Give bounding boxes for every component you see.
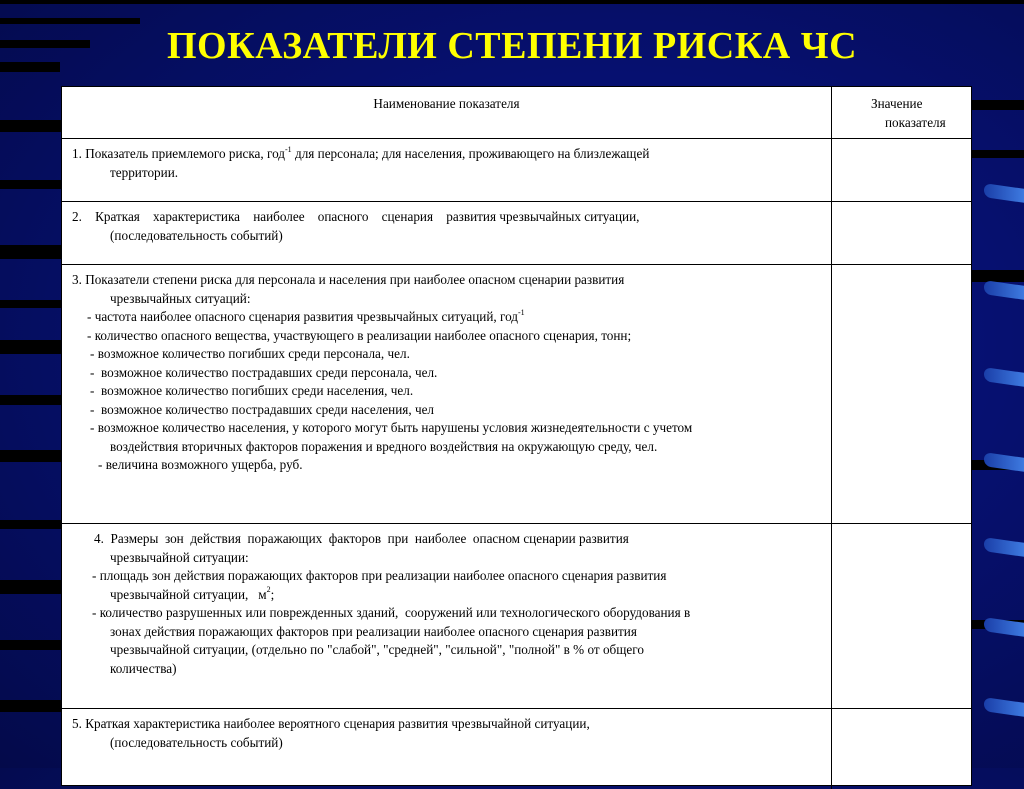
decor-stripe [0, 120, 61, 132]
header-name-cell [62, 87, 832, 138]
decor-stripe [0, 0, 1024, 4]
decor-stripe [0, 300, 61, 308]
row-1-line1 [72, 145, 821, 164]
row-4-line2: чрезвычайной ситуации: [110, 549, 249, 565]
row-3-item-7-line1: - возможное количество населения, у которого могут быть нарушены условия жизнедеятельности с учетом [90, 420, 693, 435]
decor-stripe [0, 395, 61, 405]
row-2-name-cell [62, 202, 832, 264]
decor-stripe [0, 700, 61, 712]
row-4-item-1-sup: 2 [266, 585, 271, 595]
header-value-cell [832, 87, 971, 138]
decor-blue-mark [984, 367, 1024, 387]
row-3-item-6: - возможное количество пострадавших среди населения, чел [90, 401, 435, 417]
decor-stripe [0, 580, 61, 594]
decor-stripe [0, 520, 61, 529]
row-4-item-1-text: чрезвычайной ситуации, м [110, 586, 267, 602]
row-4-item-1-end: ; [270, 586, 275, 602]
row-4-item-2-line3: чрезвычайной ситуации, (отдельно по "слабой", "средней", "сильной", "полной" в % от общего [110, 642, 644, 657]
row-4-item-2-line4: количества) [110, 660, 177, 676]
row-4-item-2-line1: - количество разрушенных или поврежденных зданий, сооружений или технологического оборудования в [92, 605, 691, 620]
decor-stripe [972, 270, 1024, 282]
decor-stripe [972, 150, 1024, 158]
row-3-line2: чрезвычайных ситуаций: [110, 290, 251, 306]
indicators-table [61, 86, 972, 786]
row-1-text-a: 1. Показатель приемлемого риска, год [72, 146, 286, 161]
row-3-item-3: - возможное количество погибших среди персонала, чел. [90, 346, 410, 361]
table-header-row [62, 87, 971, 139]
row-3-line1: 3. Показатели степени риска для персонала и населения при наиболее опасном сценарии развития [72, 272, 625, 287]
decor-stripe [0, 450, 61, 462]
row-4-value-cell[interactable] [832, 524, 971, 708]
row-2-value-cell[interactable] [832, 202, 971, 264]
row-4-item-1-line2 [72, 586, 821, 605]
row-5-line1: 5. Краткая характеристика наиболее вероятного сценария развития чрезвычайной ситуации, [72, 716, 590, 731]
row-3-item-7-line2: воздействия вторичных факторов поражения и вредного воздействия на окружающую среду, чел. [110, 438, 658, 454]
table-row-4 [62, 524, 971, 709]
header-value-label-line2: показателя [885, 114, 946, 130]
row-1-line2: территории. [110, 164, 179, 180]
row-5-line2: (последовательность событий) [110, 734, 283, 750]
row-4-line1: 4. Размеры зон действия поражающих факторов при наиболее опасном сценарии развития [94, 531, 629, 546]
page-title: ПОКАЗАТЕЛИ СТЕПЕНИ РИСКА ЧС [166, 25, 858, 67]
decor-stripe [0, 245, 61, 259]
row-3-item-1 [72, 308, 821, 327]
row-3-item-8: - величина возможного ущерба, руб. [98, 457, 303, 472]
row-4-item-2-line2: зонах действия поражающих факторов при реализации наиболее опасного сценария развития [110, 623, 637, 639]
row-5-value-cell[interactable] [832, 709, 971, 789]
decor-stripe [0, 180, 61, 189]
row-4-item-1-line1: - площадь зон действия поражающих факторов при реализации наиболее опасного сценария развития [92, 568, 667, 583]
decor-blue-mark [984, 280, 1024, 300]
row-3-value-cell[interactable] [832, 265, 971, 523]
row-3-item-2: - количество опасного вещества, участвующего в реализации наиболее опасного сценария, тонн; [87, 327, 632, 343]
row-2-line1: 2. Краткая характеристика наиболее опасного сценария развития чрезвычайных ситуации, [72, 209, 640, 224]
row-1-name-cell [62, 139, 832, 201]
row-3-name-cell [62, 265, 832, 523]
table-row-3 [62, 265, 971, 524]
row-3-item-1-sup: -1 [518, 307, 525, 317]
decor-stripe [0, 640, 61, 650]
row-3-item-1-text: - частота наиболее опасного сценария развития чрезвычайных ситуаций, год [87, 309, 519, 324]
row-1-value-cell[interactable] [832, 139, 971, 201]
decor-blue-mark [984, 537, 1024, 557]
decor-blue-mark [984, 697, 1024, 717]
row-5-name-cell [62, 709, 832, 789]
decor-blue-mark [984, 183, 1024, 203]
header-value-label-line1: Значение [871, 96, 923, 111]
row-1-text-b: для персонала; для населения, проживающего на близлежащей [291, 146, 650, 161]
row-2-line2: (последовательность событий) [110, 227, 283, 243]
decor-stripe [0, 340, 61, 354]
table-row-1 [62, 139, 971, 202]
header-name-label: Наименование показателя [373, 96, 520, 111]
row-3-item-4: - возможное количество пострадавших среди персонала, чел. [90, 364, 438, 380]
row-3-item-5: - возможное количество погибших среди населения, чел. [90, 383, 414, 398]
row-1-sup: -1 [285, 144, 292, 154]
row-4-name-cell [62, 524, 832, 708]
decor-stripe [972, 100, 1024, 110]
table-row-5 [62, 709, 971, 789]
table-row-2 [62, 202, 971, 265]
